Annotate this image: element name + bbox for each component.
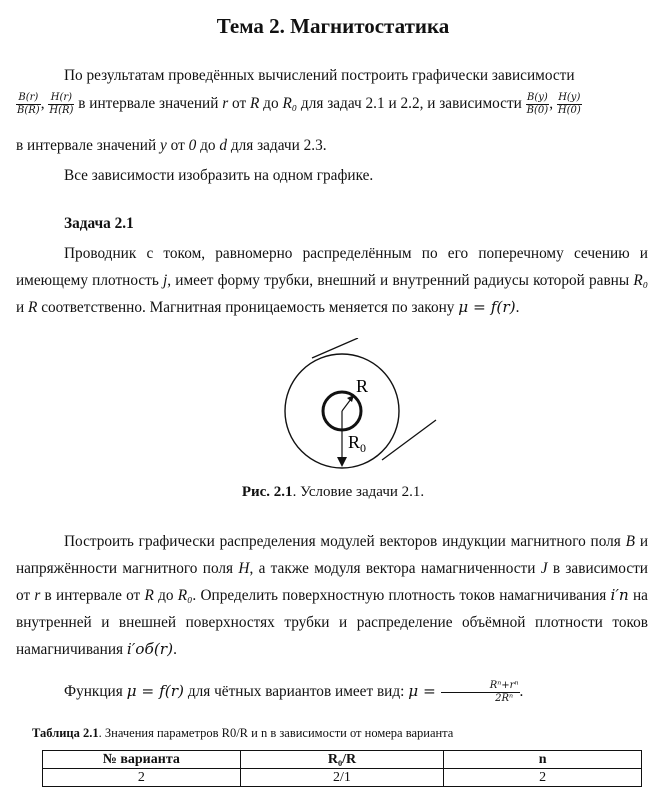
intro-line2: $\frac{B(r)}{B(R)}$ , $\frac{H(r)}{H(R)}$ в интервале значений r от R до R₀ для задач 2.1 и 2.2, и зависимости $\frac{B(y)}{B(0)}$ , $\frac{H(y)}{H(0)}$ [17, 91, 581, 116]
fraction-B: $\frac{B(r)}{B(R)}$ [17, 91, 40, 116]
figure-tube [270, 338, 450, 473]
radius-R0-arrowhead [337, 457, 347, 467]
table-header-row [43, 751, 642, 769]
figure-caption: Рис. 2.1. Условие задачи 2.1. [241, 484, 425, 500]
fraction-By: $\frac{B(y)}{B(0)}$ [526, 91, 549, 116]
tube-edge-bottom [382, 420, 436, 460]
fraction-mu: $\frac{\text{Rⁿ+rⁿ}}{\text{2Rⁿ}}$ [441, 680, 520, 705]
intro-paragraph [16, 62, 648, 89]
task-paragraph: Проводник с током, равномерно распределённым по его поперечному сечению и имеющему плотность j, имеет форму трубки, внешний и внутренний радиусы которой равны R₀ и R соответственно. Магнитная проницаемость меняется по закону μ = f(r). [16, 245, 649, 316]
table-row [43, 769, 642, 787]
task-heading: Задача 2.1 [64, 215, 134, 232]
header-variant: № варианта [43, 751, 241, 769]
intro-line3: в интервале значений y от 0 до d для задачи 2.3. [16, 137, 327, 154]
radius-R-arrowhead [347, 395, 354, 402]
header-ratio: R₀/R [240, 751, 444, 769]
cell-n: 2 [444, 769, 642, 787]
cell-variant: 2 [43, 769, 241, 787]
page-title: Тема 2. Магнитостатика [216, 14, 450, 38]
cell-ratio: 2/1 [240, 769, 444, 787]
function-line: Функция μ = f(r) для чётных вариантов имеет вид: μ = $\frac{\text{Rⁿ+rⁿ}}{\text{2Rⁿ}}$ . [64, 679, 524, 704]
table-caption: Таблица 2.1. Значения параметров R0/R и n в зависимости от номера варианта [32, 726, 454, 740]
variants-table [42, 750, 642, 787]
body-paragraph: Построить графически распределения модулей векторов индукции магнитного поля B и напряжённости магнитного поля H, а также модуля вектора намагниченности J в зависимости от r в интервале от R до R₀. Определить поверхностную плотность токов намагничивания i′п на внутренней и внешней поверхностях трубки и распределение объёмной плотности токов намагничивания i′об(r). [16, 533, 649, 658]
fraction-H: $\frac{H(r)}{H(R)}$ [49, 91, 74, 116]
header-n: n [444, 751, 642, 769]
intro-line4: Все зависимости изобразить на одном графике. [64, 167, 374, 184]
intro-line1: По результатам проведённых вычислений построить графически зависимости [64, 67, 575, 84]
fraction-Hy: $\frac{H(y)}{H(0)}$ [557, 91, 581, 116]
label-R0: $R_0$ [348, 432, 367, 455]
label-R: R [356, 376, 369, 396]
